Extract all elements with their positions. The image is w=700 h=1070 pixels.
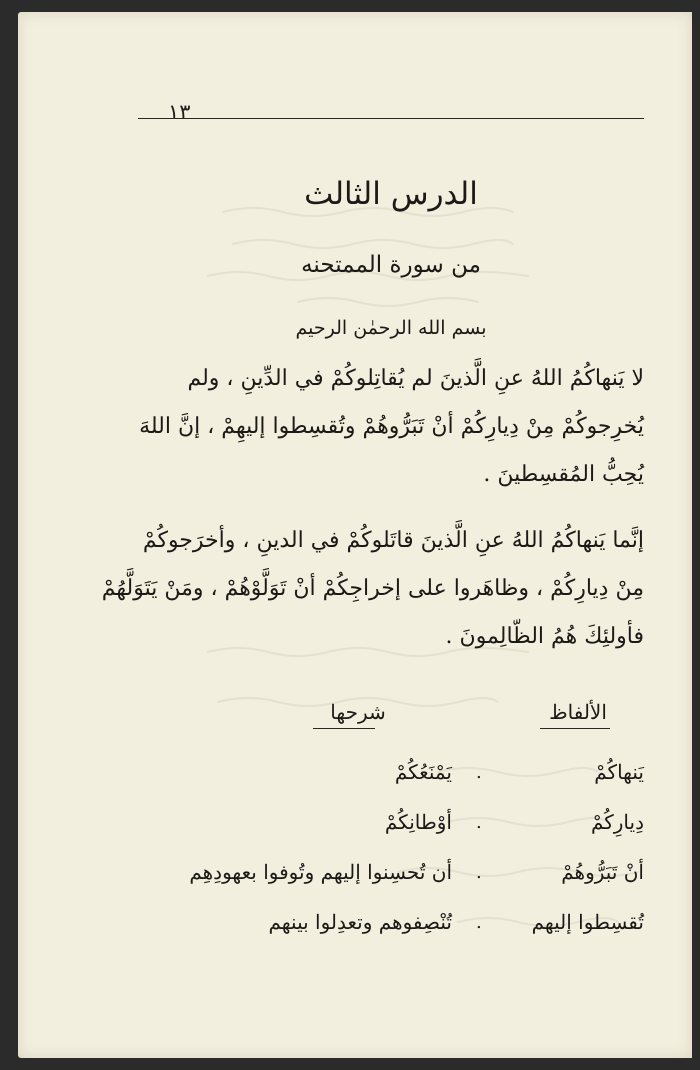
glossary-row: [138, 910, 644, 950]
sura-title: من سورة الممتحنه: [301, 252, 481, 278]
verse-line: يُحِبُّ المُقسِطينَ .: [483, 462, 644, 487]
glossary-row: [138, 810, 644, 850]
verse-line: يُخرِجوكُمْ مِنْ دِيارِكُمْ أنْ تَبَرُّوهُمْ وتُقسِطوا إليهِمْ ، إنَّ اللهَ: [139, 414, 644, 439]
basmala: بسم الله الرحمٰن الرحيم: [295, 317, 487, 339]
glossary-term: تُقسِطوا إليهم: [531, 910, 644, 934]
verse-line: فأولئِكَ هُمُ الظّالِمونَ .: [445, 624, 644, 649]
glossary-meaning: يَمْنَعُكُمْ: [394, 760, 452, 784]
glossary-meaning: تُنْصِفوهم وتعدِلوا بينهم: [268, 910, 452, 934]
page-number: ١٣: [168, 100, 191, 124]
verse-block-2: [101, 528, 644, 674]
verse-block-1: [138, 368, 644, 512]
glossary-row: [138, 760, 644, 800]
glossary-separator: .: [476, 912, 482, 933]
meanings-header-underline: [313, 728, 375, 729]
glossary-meaning: أن تُحسِنوا إليهم وتُوفوا بعهودِهِم: [189, 860, 452, 884]
verse-line: إنَّما يَنهاكُمُ اللهُ عنِ الَّذينَ قاتَلوكُمْ في الدينِ ، وأخرَجوكُمْ: [142, 528, 644, 553]
header-rule: [138, 118, 644, 119]
lesson-title: الدرس الثالث: [304, 176, 478, 212]
book-page: [18, 12, 692, 1058]
verse-line: مِنْ دِيارِكُمْ ، وظاهَروا على إخراجِكُمْ أنْ تَوَلَّوْهُمْ ، ومَنْ يَتَوَلَّهُمْ: [101, 576, 644, 601]
glossary-term: يَنهاكُمْ: [594, 760, 644, 784]
glossary-row: [138, 860, 644, 900]
glossary-separator: .: [476, 762, 482, 783]
glossary-term: دِيارِكُمْ: [590, 810, 644, 834]
glossary-separator: .: [476, 862, 482, 883]
glossary-meanings-header: شرحها: [330, 700, 386, 724]
glossary-meaning: أوْطانِكُمْ: [384, 810, 452, 834]
glossary-term: أنْ تَبَرُّوهُمْ: [561, 860, 644, 884]
glossary-separator: .: [476, 812, 482, 833]
verse-line: لا يَنهاكُمُ اللهُ عنِ الَّذينَ لم يُقاتِلوكُمْ في الدِّينِ ، ولم: [187, 366, 644, 391]
words-header-underline: [540, 728, 610, 729]
glossary-words-header: الألفاظ: [549, 700, 607, 724]
